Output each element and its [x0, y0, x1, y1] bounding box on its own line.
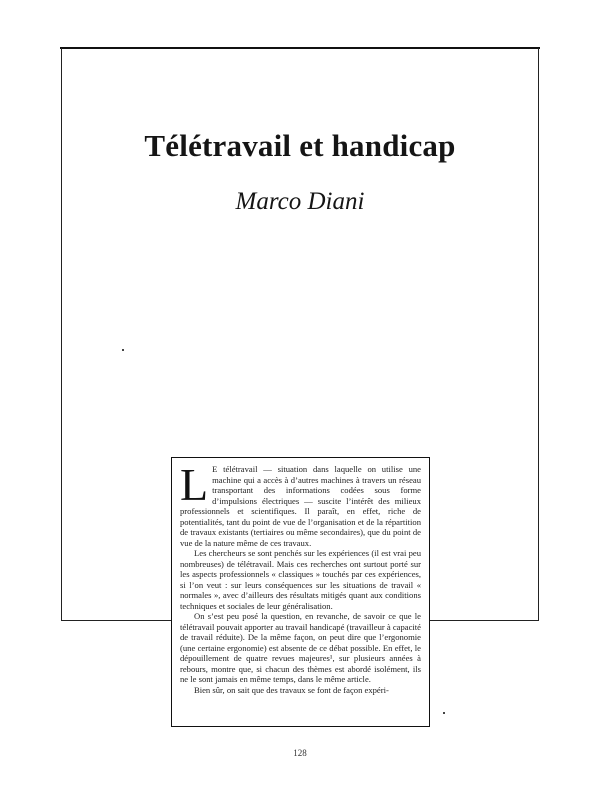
- body-text-box: [171, 457, 430, 727]
- paragraph: On s’est peu posé la question, en revanche, de savoir ce que le télétravail pouvait apporter au travail handicapé (travailleur à capacité de travail réduite). De la même façon, on peut dire que l’ergonomie (une certaine ergonomie) est absente de ce débat possible. En effet, le dépouillement de quatre revues majeures¹, sur plusieurs années à rebours, montre que, si chacun des thèmes est abordé isolément, ils ne le sont jamais en même temps, dans le même article.: [180, 611, 421, 684]
- body-text: [180, 459, 421, 695]
- paragraph: [180, 459, 421, 548]
- scan-speck: [443, 712, 445, 714]
- scan-speck: [122, 349, 124, 351]
- drop-cap: L: [180, 459, 209, 510]
- paragraph-text: E télétravail — situation dans laquelle on utilise une machine qui a accès à d’autres machines à travers un réseau transportant des informations codées sous forme d’impulsions électriques — suscite l’intérêt des milieux professionnels et scientifiques. Il paraît, en effet, riche de potentialités, tant du point de vue de l’organisation et de la répartition de travaux existants (tertiaires ou même secondaires), que du point de vue de la nature même de ces travaux.: [180, 464, 421, 548]
- article-author: Marco Diani: [235, 188, 365, 215]
- paragraph: Bien sûr, on sait que des travaux se font de façon expéri-: [194, 684, 389, 695]
- page-number: 128: [293, 748, 307, 758]
- paragraph: Les chercheurs se sont penchés sur les expériences (il est vrai peu nombreuses) de télétravail. Mais ces recherches ont surtout porté sur les aspects professionnels « classiques » touchés par ces expériences, si l’on veut : sur leurs conséquences sur les situations de travail « normales », avec d’ailleurs des résultats mitigés quant aux conditions techniques et sociales de leur généralisation.: [180, 548, 421, 611]
- article-title: Télétravail et handicap: [144, 128, 456, 163]
